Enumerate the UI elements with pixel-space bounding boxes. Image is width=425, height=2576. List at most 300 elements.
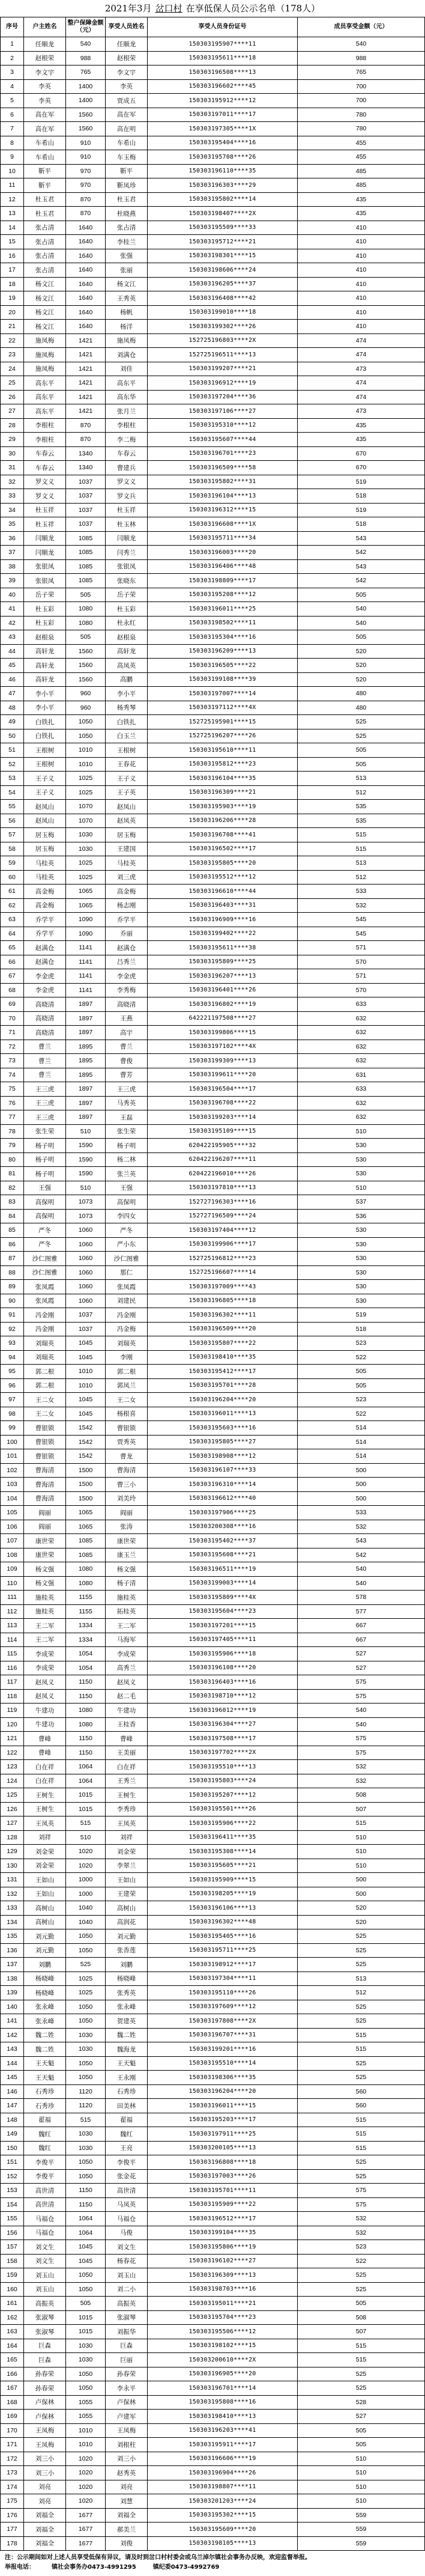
title-text: 在享低保人员公示名单（178人） xyxy=(185,3,321,14)
cell-household-amount: 1560 xyxy=(66,645,106,659)
cell-member-id: 150303196512****17 xyxy=(148,2212,298,2226)
cell-member-id: 150303200610****2X xyxy=(148,2353,298,2367)
cell-household-head: 杨晓峰 xyxy=(24,1972,66,1987)
cell-member-amount: 410 xyxy=(298,249,425,264)
cell-member-name: 王三虎 xyxy=(106,1082,148,1097)
cell-member-id: 150303196502****17 xyxy=(148,842,298,857)
table-row xyxy=(0,1336,425,1351)
cell-member-name: 张金花 xyxy=(106,2170,148,2184)
table-row xyxy=(0,475,425,490)
cell-member-id: 620422195905****32 xyxy=(148,1139,298,1153)
cell-household-amount: 1640 xyxy=(66,249,106,264)
cell-index: 88 xyxy=(0,1266,24,1280)
cell-member-name: 杨根喜 xyxy=(106,1407,148,1422)
cell-member-id: 150303197304****11 xyxy=(148,1972,298,1987)
cell-member-name: 刘俊 xyxy=(106,2537,148,2551)
cell-member-amount: 765 xyxy=(298,65,425,80)
cell-member-amount: 530 xyxy=(298,1139,425,1153)
cell-member-name: 王天魁 xyxy=(106,2057,148,2071)
cell-member-id: 150303199003****14 xyxy=(148,1577,298,1591)
cell-member-name: 高树山 xyxy=(106,1901,148,1916)
cell-index: 90 xyxy=(0,1294,24,1309)
table-row xyxy=(0,2240,425,2255)
cell-household-head: 王子义 xyxy=(24,786,66,800)
cell-household-head: 刘文生 xyxy=(24,2255,66,2269)
cell-household-amount: 1000 xyxy=(66,1887,106,1902)
cell-index: 164 xyxy=(0,2339,24,2354)
cell-index: 67 xyxy=(0,969,24,984)
cell-index: 109 xyxy=(0,1562,24,1577)
cell-member-name: 魏二姓 xyxy=(106,2029,148,2043)
cell-member-name: 翟福 xyxy=(106,2113,148,2128)
cell-member-name: 王根树 xyxy=(106,743,148,758)
cell-member-amount: 542 xyxy=(298,1548,425,1563)
cell-member-name: 闫秀兰 xyxy=(106,546,148,560)
cell-household-amount: 1060 xyxy=(66,1266,106,1280)
cell-member-id: 150303199402****22 xyxy=(148,927,298,942)
cell-member-name: 张凤霞 xyxy=(106,1280,148,1294)
cell-household-amount: 510 xyxy=(66,1831,106,1845)
cell-member-id: 150303199806****15 xyxy=(148,1026,298,1040)
cell-index: 101 xyxy=(0,1449,24,1464)
cell-household-amount: 1677 xyxy=(66,2509,106,2523)
cell-household-amount: 1037 xyxy=(66,1323,106,1337)
table-row xyxy=(0,1464,425,1478)
cell-household-amount: 1050 xyxy=(66,2071,106,2085)
cell-household-head: 王树生 xyxy=(24,1803,66,1817)
cell-household-amount: 1060 xyxy=(66,1280,106,1294)
cell-member-id: 150303196707****31 xyxy=(148,2029,298,2043)
cell-household-amount: 1050 xyxy=(66,2283,106,2297)
cell-household-head: 王根树 xyxy=(24,758,66,772)
cell-member-id: 150303198301****15 xyxy=(148,249,298,264)
cell-household-amount: 1020 xyxy=(66,2494,106,2509)
cell-member-name: 王二军 xyxy=(106,1619,148,1633)
cell-household-amount: 870 xyxy=(66,419,106,433)
table-row xyxy=(0,1393,425,1407)
cell-index: 60 xyxy=(0,871,24,885)
cell-household-amount: 1640 xyxy=(66,221,106,236)
cell-member-name: 王建荣 xyxy=(106,1887,148,1902)
cell-household-head: 刘亮 xyxy=(24,2480,66,2495)
cell-index: 15 xyxy=(0,235,24,249)
cell-index: 5 xyxy=(0,94,24,108)
cell-index: 27 xyxy=(0,404,24,419)
table-row xyxy=(0,52,425,66)
cell-member-id: 150303197007****14 xyxy=(148,687,298,701)
cell-index: 56 xyxy=(0,814,24,829)
table-row xyxy=(0,1803,425,1817)
cell-member-name: 康世荣 xyxy=(106,1534,148,1548)
cell-index: 76 xyxy=(0,1097,24,1111)
cell-index: 39 xyxy=(0,574,24,588)
cell-member-name: 王亮 xyxy=(106,2142,148,2156)
cell-household-head: 高树山 xyxy=(24,1916,66,1930)
cell-index: 165 xyxy=(0,2353,24,2367)
cell-member-name: 曹龙 xyxy=(106,1449,148,1464)
cell-member-name: 巨丽 xyxy=(106,2353,148,2367)
cell-member-name: 高世清 xyxy=(106,2184,148,2198)
cell-household-head: 曹银锁 xyxy=(24,1436,66,1450)
cell-member-name: 杜玉彩 xyxy=(106,602,148,617)
cell-household-amount: 1085 xyxy=(66,1534,106,1548)
cell-member-amount: 512 xyxy=(298,1986,425,2000)
cell-index: 28 xyxy=(0,419,24,433)
cell-household-amount: 1030 xyxy=(66,2339,106,2354)
cell-member-name: 拓桂英 xyxy=(106,1605,148,1619)
cell-member-amount: 514 xyxy=(298,1421,425,1436)
cell-index: 35 xyxy=(0,517,24,532)
cell-index: 65 xyxy=(0,941,24,955)
cell-member-id: 150303197508****17 xyxy=(148,1732,298,1746)
cell-member-id: 150303195809****4X xyxy=(148,1591,298,1605)
cell-member-id: 150303196403****31 xyxy=(148,899,298,913)
cell-household-amount: 1080 xyxy=(66,1718,106,1732)
cell-index: 159 xyxy=(0,2268,24,2283)
cell-member-id: 150303197204****36 xyxy=(148,391,298,405)
cell-member-name: 乔丽 xyxy=(106,927,148,942)
cell-member-amount: 540 xyxy=(298,37,425,52)
cell-member-name: 马桂英 xyxy=(106,856,148,871)
cell-index: 136 xyxy=(0,1944,24,1958)
cell-household-amount: 1677 xyxy=(66,2523,106,2537)
cell-index: 141 xyxy=(0,2014,24,2029)
cell-index: 24 xyxy=(0,362,24,377)
cell-index: 2 xyxy=(0,52,24,66)
cell-household-amount: 1037 xyxy=(66,489,106,504)
cell-index: 111 xyxy=(0,1591,24,1605)
cell-index: 45 xyxy=(0,659,24,673)
cell-member-id: 150303199207****21 xyxy=(148,362,298,377)
table-row xyxy=(0,1831,425,1845)
cell-household-amount: 1065 xyxy=(66,885,106,899)
cell-member-id: 150303195809****25 xyxy=(148,955,298,970)
cell-household-amount: 1500 xyxy=(66,1478,106,1492)
table-row xyxy=(0,1704,425,1718)
table-row xyxy=(0,165,425,179)
cell-household-amount: 1640 xyxy=(66,291,106,306)
cell-household-head: 王凤梅 xyxy=(24,2424,66,2438)
cell-member-amount: 542 xyxy=(298,546,425,560)
cell-household-amount: 988 xyxy=(66,52,106,66)
table-row xyxy=(0,871,425,885)
cell-member-amount: 508 xyxy=(298,1788,425,1803)
cell-member-amount: 515 xyxy=(298,1816,425,1831)
cell-member-amount: 530 xyxy=(298,1167,425,1181)
cell-household-head: 王如山 xyxy=(24,1873,66,1887)
cell-member-name: 刘美玲 xyxy=(106,1492,148,1506)
cell-member-amount: 570 xyxy=(298,984,425,998)
cell-index: 134 xyxy=(0,1916,24,1930)
table-row xyxy=(0,1944,425,1958)
cell-household-amount: 1050 xyxy=(66,2367,106,2382)
cell-household-amount: 1155 xyxy=(66,1605,106,1619)
table-row xyxy=(0,1449,425,1464)
table-row xyxy=(0,729,425,744)
cell-member-amount: 515 xyxy=(298,2042,425,2057)
cell-household-head: 刘玉山 xyxy=(24,2268,66,2283)
cell-member-name: 李小平 xyxy=(106,687,148,701)
header-member-id: 享受人员身份证号 xyxy=(148,17,298,37)
cell-household-amount: 1141 xyxy=(66,984,106,998)
cell-member-id: 150303195906****18 xyxy=(148,1647,298,1661)
table-row xyxy=(0,263,425,278)
cell-household-head: 白在祥 xyxy=(24,1774,66,1789)
cell-household-head: 高晓清 xyxy=(24,997,66,1012)
cell-index: 93 xyxy=(0,1336,24,1351)
cell-member-amount: 632 xyxy=(298,1097,425,1111)
cell-index: 8 xyxy=(0,136,24,151)
cell-member-name: 李刚 xyxy=(106,1351,148,1365)
cell-member-amount: 530 xyxy=(298,1294,425,1309)
cell-member-amount: 515 xyxy=(298,2029,425,2043)
cell-member-name: 杨秀琴 xyxy=(106,701,148,716)
cell-household-amount: 1590 xyxy=(66,1139,106,1153)
cell-household-head: 施凤梅 xyxy=(24,348,66,362)
cell-household-head: 刘福全 xyxy=(24,2523,66,2537)
cell-member-name: 孙春荣 xyxy=(106,2367,148,2382)
table-row xyxy=(0,1562,425,1577)
cell-household-head: 王根树 xyxy=(24,743,66,758)
cell-member-id: 150303196509****20 xyxy=(148,1323,298,1337)
cell-household-amount: 1065 xyxy=(66,899,106,913)
cell-member-amount: 508 xyxy=(298,2311,425,2325)
cell-member-name: 刘金荣 xyxy=(106,1845,148,1859)
cell-member-amount: 410 xyxy=(298,278,425,292)
cell-household-head: 曹海清 xyxy=(24,1464,66,1478)
cell-member-amount: 519 xyxy=(298,504,425,518)
cell-member-id: 152727196303****16 xyxy=(148,1195,298,1210)
page-title xyxy=(0,0,425,17)
cell-member-amount: 670 xyxy=(298,461,425,475)
cell-member-name: 张丽 xyxy=(106,263,148,278)
cell-member-name: 罗文义 xyxy=(106,475,148,490)
table-row xyxy=(0,1958,425,1972)
cell-member-id: 150303196401****26 xyxy=(148,984,298,998)
cell-index: 25 xyxy=(0,376,24,391)
cell-index: 140 xyxy=(0,2000,24,2015)
cell-member-amount: 522 xyxy=(298,1351,425,1365)
cell-member-id: 150303195704****23 xyxy=(148,2311,298,2325)
cell-household-head: 曹海清 xyxy=(24,1478,66,1492)
cell-member-amount: 485 xyxy=(298,178,425,193)
cell-member-id: 150303198102****15 xyxy=(148,2339,298,2354)
cell-member-id: 150303198407****2X xyxy=(148,207,298,221)
cell-index: 161 xyxy=(0,2297,24,2311)
header-index: 序号 xyxy=(0,17,24,37)
cell-member-id: 150303198912****17 xyxy=(148,1958,298,1972)
cell-member-name: 赵根泉 xyxy=(106,630,148,645)
cell-member-id: 150303196107****33 xyxy=(148,1464,298,1478)
table-row xyxy=(0,2184,425,2198)
cell-household-amount: 960 xyxy=(66,687,106,701)
cell-household-head: 刘亮 xyxy=(24,2494,66,2509)
cell-household-head: 乔学平 xyxy=(24,927,66,942)
cell-household-amount: 870 xyxy=(66,433,106,447)
cell-member-id: 150303197810****13 xyxy=(148,1181,298,1196)
cell-member-amount: 525 xyxy=(298,1929,425,1944)
table-row xyxy=(0,1492,425,1506)
table-row xyxy=(0,1167,425,1181)
table-row xyxy=(0,504,425,518)
cell-member-amount: 532 xyxy=(298,899,425,913)
table-row xyxy=(0,517,425,532)
cell-household-head: 白铁扎 xyxy=(24,715,66,729)
cell-member-name: 田美林 xyxy=(106,2099,148,2113)
cell-household-amount: 1064 xyxy=(66,1774,106,1789)
cell-index: 98 xyxy=(0,1407,24,1422)
cell-member-name: 李秀珍 xyxy=(106,1803,148,1817)
cell-member-amount: 571 xyxy=(298,969,425,984)
cell-member-amount: 410 xyxy=(298,291,425,306)
cell-household-amount: 1640 xyxy=(66,320,106,334)
table-row xyxy=(0,1788,425,1803)
cell-member-amount: 532 xyxy=(298,1520,425,1535)
cell-index: 143 xyxy=(0,2042,24,2057)
cell-household-head: 杜玉祥 xyxy=(24,517,66,532)
cell-member-name: 严冬 xyxy=(106,1223,148,1238)
table-row xyxy=(0,235,425,249)
cell-household-head: 杜玉彩 xyxy=(24,617,66,631)
table-row xyxy=(0,1647,425,1661)
cell-index: 104 xyxy=(0,1492,24,1506)
cell-household-amount: 1590 xyxy=(66,1167,106,1181)
cell-member-name: 刘文生 xyxy=(106,2240,148,2255)
cell-household-head: 赵凤山 xyxy=(24,814,66,829)
cell-member-amount: 518 xyxy=(298,517,425,532)
cell-member-amount: 474 xyxy=(298,334,425,349)
cell-index: 142 xyxy=(0,2029,24,2043)
table-row xyxy=(0,659,425,673)
cell-index: 12 xyxy=(0,193,24,207)
cell-household-head: 马桂英 xyxy=(24,871,66,885)
cell-household-head: 高在军 xyxy=(24,108,66,123)
cell-household-amount: 1055 xyxy=(66,2396,106,2410)
cell-household-amount: 1060 xyxy=(66,1252,106,1266)
cell-member-name: 王二女 xyxy=(106,1393,148,1407)
discipline-phone: 镇纪委0473-4992769 xyxy=(152,2564,220,2571)
cell-index: 91 xyxy=(0,1308,24,1323)
cell-member-id: 150303195711****34 xyxy=(148,532,298,546)
table-row xyxy=(0,489,425,504)
cell-index: 137 xyxy=(0,1958,24,1972)
table-row xyxy=(0,2325,425,2339)
cell-member-id: 150303196011****15 xyxy=(148,2099,298,2113)
cell-member-id: 150303196203****41 xyxy=(148,2424,298,2438)
cell-member-id: 150303196802****19 xyxy=(148,997,298,1012)
cell-member-amount: 523 xyxy=(298,1393,425,1407)
cell-index: 61 xyxy=(0,885,24,899)
cell-member-id: 150303196309****21 xyxy=(148,786,298,800)
cell-member-amount: 515 xyxy=(298,2142,425,2156)
cell-index: 14 xyxy=(0,221,24,236)
table-row xyxy=(0,1859,425,1874)
cell-member-id: 150303195805****20 xyxy=(148,856,298,871)
cell-index: 20 xyxy=(0,306,24,320)
cell-index: 127 xyxy=(0,1816,24,1831)
cell-member-id: 150303196205****37 xyxy=(148,278,298,292)
cell-household-head: 车春云 xyxy=(24,461,66,475)
cell-household-amount: 1073 xyxy=(66,1210,106,1224)
cell-member-amount: 530 xyxy=(298,1280,425,1294)
cell-index: 108 xyxy=(0,1548,24,1563)
cell-household-amount: 1050 xyxy=(66,2381,106,2396)
table-row xyxy=(0,1125,425,1139)
cell-member-name: 杨子清 xyxy=(106,1577,148,1591)
cell-household-head: 高金梅 xyxy=(24,885,66,899)
cell-member-id: 150303196108****20 xyxy=(148,1661,298,1676)
cell-member-id: 150303196805****18 xyxy=(148,1294,298,1309)
cell-member-id: 150303197106****27 xyxy=(148,404,298,419)
cell-member-id: 150303195701****28 xyxy=(148,1379,298,1393)
cell-household-head: 岳子荣 xyxy=(24,588,66,603)
table-row xyxy=(0,348,425,362)
cell-member-amount: 537 xyxy=(298,1195,425,1210)
cell-household-head: 施桂英 xyxy=(24,1605,66,1619)
cell-household-head: 李根柱 xyxy=(24,419,66,433)
cell-household-amount: 1141 xyxy=(66,941,106,955)
table-row xyxy=(0,1774,425,1789)
cell-household-amount: 1050 xyxy=(66,2014,106,2029)
table-row xyxy=(0,306,425,320)
cell-index: 138 xyxy=(0,1972,24,1987)
cell-member-amount: 530 xyxy=(298,1238,425,1252)
cell-index: 21 xyxy=(0,320,24,334)
cell-household-amount: 1340 xyxy=(66,447,106,461)
cell-index: 59 xyxy=(0,856,24,871)
table-row xyxy=(0,955,425,970)
cell-member-amount: 505 xyxy=(298,2297,425,2311)
cell-member-name: 曹俊 xyxy=(106,1054,148,1068)
cell-member-name: 杨春花 xyxy=(106,2255,148,2269)
cell-household-head: 杜玉彩 xyxy=(24,602,66,617)
cell-household-head: 严冬 xyxy=(24,1223,66,1238)
cell-member-amount: 522 xyxy=(298,2255,425,2269)
cell-member-id: 150303196303****29 xyxy=(148,178,298,193)
cell-member-amount: 700 xyxy=(298,94,425,108)
cell-member-amount: 571 xyxy=(298,941,425,955)
cell-household-head: 王三虎 xyxy=(24,1110,66,1125)
cell-member-id: 150303195510****13 xyxy=(148,1760,298,1774)
header-household-head: 户主姓名 xyxy=(24,17,66,37)
cell-index: 11 xyxy=(0,178,24,193)
cell-household-amount: 910 xyxy=(66,150,106,165)
cell-member-id: 150303195909****22 xyxy=(148,2198,298,2212)
table-row xyxy=(0,1082,425,1097)
cell-household-head: 魏二姓 xyxy=(24,2029,66,2043)
cell-index: 102 xyxy=(0,1464,24,1478)
cell-member-amount: 988 xyxy=(298,52,425,66)
cell-household-amount: 1050 xyxy=(66,715,106,729)
cell-member-id: 150303195701****11 xyxy=(148,2184,298,2198)
cell-household-head: 曹银锁 xyxy=(24,1421,66,1436)
cell-household-head: 张占清 xyxy=(24,249,66,264)
cell-member-amount: 410 xyxy=(298,221,425,236)
table-row xyxy=(0,1816,425,1831)
cell-household-amount: 1640 xyxy=(66,306,106,320)
cell-index: 43 xyxy=(0,630,24,645)
cell-index: 44 xyxy=(0,645,24,659)
cell-household-amount: 1421 xyxy=(66,391,106,405)
cell-member-name: 杜玉君 xyxy=(106,193,148,207)
table-row xyxy=(0,2000,425,2015)
cell-member-id: 150303195603****16 xyxy=(148,1421,298,1436)
cell-member-amount: 519 xyxy=(298,1308,425,1323)
cell-member-amount: 510 xyxy=(298,2480,425,2495)
cell-household-head: 高树山 xyxy=(24,1901,66,1916)
cell-household-amount: 1050 xyxy=(66,2155,106,2170)
cell-member-amount: 532 xyxy=(298,2226,425,2241)
